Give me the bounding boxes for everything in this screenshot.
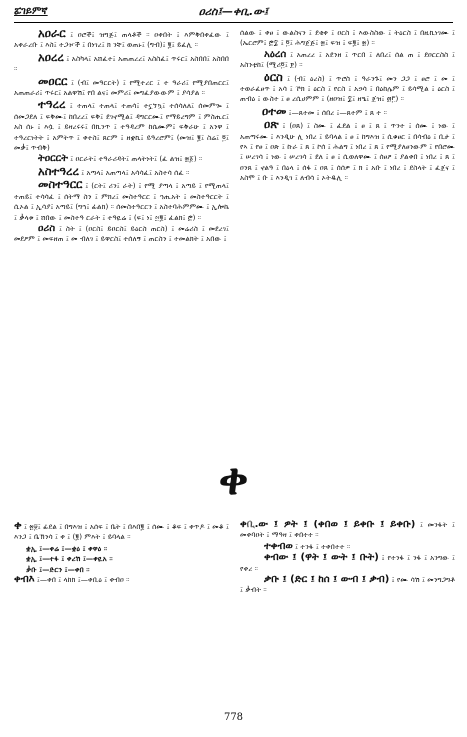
dictionary-entry bbox=[240, 553, 455, 574]
entry-definition: ፤ (ርት፤ ሪን፤ ራት) ፤ የሚ ያጣላ ፤ አጣይ ፤ የሚጠላ፤ ተጠይ፤ ተሳሳፈ ፤ ሰትማ ስን ፤ ምክረ፤ መስተዓርር ፤ ኀጢአት ፤ መስተዓርርት ፤ ሲኦል ፤ ኢሳያ፤ አጣይ፤ (ግኀ፤ ፊልክ) ። ሰመስተዓርርን ፤ አስተባሕምምሙ ፤ ኢሎኬ ፤ ቃላቱ ፤ ሸበው ፤ መስተዓ ርራት ፤ ተዓዪሬ ፤ (ፍ፤ ነ፤ ፵፪፤ ፈልክ፤ ፸) ። bbox=[14, 181, 229, 222]
header-running-title: ዐሪስ፤—ቀቢ.ው፤ bbox=[198, 5, 269, 18]
entry-definition: ፤ (ብ፤ ዕረስ) ፤ ጥሮስ ፤ ዓራንጉ፤ መን ጋጋ ፤ ፀሮ ፤ መ ፤ ተወራፈፀጥ ፤ አሳ ፤ ኾክ ፤ ዕርስ ፤ የርስ ፤ አኃሳ ፤ በዕከሌም ፤ ይሳሚል ፤ ዕርስ ፤ ጠብዕ ፤ ውስተ ፤ ፀ ረሲሀምም ፤ (ዘዐዝ፤ ፰፤ ዘዔ፤ ጀዝ፤ ፴፫) ። bbox=[240, 73, 455, 104]
dictionary-cross-reference: ቋኢ ፤—ቀሬ ፤—ቋዕ ፤ ቀዋዕ ። bbox=[26, 543, 108, 553]
column-bottom-right bbox=[240, 520, 455, 690]
column-top-right bbox=[240, 28, 455, 448]
dictionary-entry bbox=[240, 50, 455, 71]
entry-definition: ፤ ዐርራት፤ ተዓራሪዳት፤ ጠላትነት፤ (ፈ ልዝ፤ ፳፩) ። bbox=[67, 154, 203, 164]
page-header bbox=[14, 4, 453, 22]
dictionary-entry bbox=[14, 28, 229, 51]
entry-headword: ተዓረረ bbox=[38, 97, 66, 112]
entry-headword: አስተዓረረ bbox=[38, 163, 79, 178]
entry-headword: ተቀብወ bbox=[264, 540, 293, 552]
dictionary-entry bbox=[240, 575, 455, 596]
entry-definition: ፤ (ብ፤ መዓርርት) ፤ የሚተረር ፤ ተ ዓራሪ፤ የሚያበጠርር፤ አጠጠራሪ፤ ጥሩር፤ አልዋሽ፤ የበ ልና፤ መምሪ፤ መግፈያውውም ፤ ያሳያል ። bbox=[14, 77, 229, 98]
entry-definition: ፤ (ዐጸ) ፤ ስሙ ፤ ፈደል ፤ ፀ ፤ ጸ ፤ ጥንተ ፤ ሰሙ ፤ ነው ፤ አጠጣሩሙ ፤ እንዲሁ ሊ ነበረ ፤ ይባላል ፤ ፀ ፤ ከግእዝ ፤ ሲቁፀር ፤ በሳብዕ ፤ ቢታ ፤ የኣ ፤ የፀ ፤ ዐጽ ፤ ኩራ ፤ ጸ ፤ ኮሰ ፤ ሕልግ ፤ ነበረ ፤ ጸ ፤ የሚያለፀንውም ፤ የበሮሙ ፤ ሠረገሳ ፤ ነው ፤ ሠረገሳ ፤ ደለ ፤ ፀ ፤ ሲወለዋሙ ፤ ሰፀዖ ፤ ያልቀበ ፤ ነበረ ፤ ጸ ፤ ዐንጸ ፤ ኖልዓ ፤ በዕላ ፤ ሰፋ ፤ ዐጸ ፤ ሰሰዎ ፤ ክ ፤ አቡ ፤ ነበረ ፤ ደስላት ፤ ፈጀና ፤ አስሞ ፤ ቡ ፤ እንዲገ ፤ ለብሳ ፤ ኦትዱሊ ። bbox=[240, 121, 455, 183]
dictionary-entry bbox=[14, 99, 229, 153]
dictionary-cross-reference: ቃቡ ፤—ድርን ፤—ቀበ ። bbox=[26, 564, 90, 574]
entry-headword: ዐሪስ bbox=[38, 222, 56, 234]
entry-definition: ፤ አጣላ፤ አጠጣላ፤ አሳሳፈ፤ አስተሳ ሰፈ ። bbox=[78, 167, 190, 177]
dictionary-entry bbox=[14, 73, 229, 99]
entry-headword: ቀቢ.ው ፤ ዎት ፤ (ቀበወ ፤ ይቀቡ ፤ ይቀቡ) bbox=[240, 520, 416, 530]
entry-headword: አዐራር bbox=[38, 28, 66, 40]
dictionary-entry bbox=[14, 520, 229, 543]
header-rule bbox=[14, 22, 453, 23]
column-bottom-left bbox=[14, 520, 229, 690]
dictionary-entry bbox=[14, 179, 229, 223]
dictionary-entry bbox=[240, 520, 455, 541]
entry-definition: ሰልው ፤ ቀፀ ፤ ውልስናን ፤ ደቂቀ ፤ ዐርስ ፤ እውስስው ፤ ትዕርስ ፤ በዚኪነገሙ ፤ (ኤርሮም፤ ፸፰ ፤ ፬፤ ሕግጀጅ፤ ፳፤ ፍዝ ፤ ፍ፪፤ ፳) ። bbox=[240, 28, 455, 48]
entry-headword: መስተዓርር bbox=[38, 177, 83, 192]
entry-headword: ቃቡ ፤ (ድር ፤ ከሰ ፤ ውብ ፤ ቃብ) bbox=[264, 574, 390, 586]
entry-definition: ፤ የተንፋ ፤ ንፋ ፤ አንግው ፤ የቀረ ። bbox=[240, 553, 455, 573]
entry-definition: ፤ ዐሮች፤ ዝግጅ፤ ጠላቶች ። ዐቀበት ፤ እምቅበቀፈው ፤ አቀራረቡ ፤ እስ፤ ተጋዦች ፤ በነገረ፤ ክ ንቸ፤ ወጠኑ፤ (ግብ)፤ ፪፤ ይፈሊ ። bbox=[14, 30, 229, 50]
entry-definition: ፤—ጸተመ ፤ ሰበረ ፤—ጸተም ፤ ጸ ተ ። bbox=[286, 107, 387, 117]
dictionary-entry bbox=[240, 542, 455, 552]
entry-headword: ቀብው ፤ (ዋት ፤ ውት ፤ ቡት) bbox=[264, 552, 379, 564]
entry-definition: ፤—ቀበ ፤ ላከክ ፤—ቀቢዕ ፤ ቀብዐ ። bbox=[34, 575, 130, 585]
entry-headword: ትዐርርት bbox=[38, 153, 68, 165]
entry-definition: ፤ መንፋት ፤ መቀባዐት ፤ ማዓዛ ፤ ቀበተተ ። bbox=[240, 520, 455, 540]
page-number: 778 bbox=[223, 712, 244, 723]
dictionary-entry bbox=[14, 224, 229, 245]
dictionary-entry bbox=[240, 119, 455, 183]
dictionary-entry bbox=[240, 69, 455, 105]
entry-definition: ፤ ተጠላ፤ ተጠላ፤ ተጠሳ፤ ተኗኘኳ፤ ተሰሳለለ፤ ሰመምጐ ፤ ሰመጋደለ ፤ ፍቅሙ፤ ከበረረ፤ ፍቅ፤ ደገኖሚል፤ ዳግርርሙ፤ የማይረግም ፤ ምስጢር፤ አስ ሰኑ ፤ እሷ ፤ ይዛረሩሩ፤ በኪንጥ ፤ ተዓዳረም ከሴሙም፤ ፍቅራሁ ፤ አንዋ ፤ ተዓረርነትት ፤ አምትጥ ፤ ቀተስ፤ ጸርም ፤ ዘቋኪ፤ ይዓረሮም፤ (መዝ፤ ፪፤ ስሬ፤ ፬፤ መቃ፤ ጥብቅ) bbox=[14, 101, 229, 153]
entry-headword: አዐረረ bbox=[38, 49, 64, 64]
entry-definition: ፤ ስት ፤ (ዐርስ፤ ይዐርስ፤ ይዕርስ ጠርስ) ፤ መሬሪስ ፤ መደረገ፤ መደዖም ፤ መፍዘጠ ፤ መ ብለገ ፤ ይዋርስ፤ ተሰለኝ ፤ ጠርስን ፤ ተመልክት ፤ አበው ፤ bbox=[14, 223, 229, 244]
entry-headword: ቀብእ bbox=[14, 574, 35, 586]
dictionary-cross-reference: ቋኢ ፤—ተፋ ፤ ቀረሽ ፤—ቀዪአ ። bbox=[26, 554, 113, 564]
entry-headword: ዐተመ bbox=[262, 103, 287, 118]
entry-definition: ፤ ተንፋ ፤ ተቀበተተ ። bbox=[292, 541, 351, 551]
dictionary-entry bbox=[240, 28, 455, 49]
entry-definition: ፤ ፳፱፤ ፊደል ፤ በግእዝ ፤ አሰፍ ፤ ቤት ፤ በእበ፪ ፤ ሰሙ ፤ ቆፍ ፤ ቀጥዶ ፤ መቆ ፤ እንጋ ፤ ቤኽንሳ ፤ ቀ ፤ (፪) ምእት ፤ ይባላል ። bbox=[14, 522, 229, 542]
section-letter: ቀ bbox=[218, 454, 249, 505]
entry-definition: ፤ የሙ ሳሽ ፤ መንግጋግቶ ፤ ቃብት ። bbox=[240, 575, 455, 595]
entry-headword: ዕርስ bbox=[264, 69, 283, 84]
dictionary-entry bbox=[14, 575, 229, 585]
column-top-left bbox=[14, 28, 229, 448]
entry-definition: ፤ አስካላ፤ አሸፈተ፤ አጠጠረረ፤ አስስፈ፤ ጥሩር፤ አስበበ፤ አስበበ ። bbox=[14, 53, 229, 74]
header-left-title: ፚገይምኛ bbox=[14, 6, 48, 17]
entry-headword: ዐጽ bbox=[264, 117, 279, 132]
dictionary-entry bbox=[14, 49, 229, 75]
entry-headword: መዐርር bbox=[38, 73, 68, 88]
entry-headword: አዕረሰ bbox=[264, 48, 287, 60]
entry-definition: ፤ አጠረረ ፤ አደንዘ ፤ ጥርበ ፤ ለበረ፤ ሰል ጠ ፤ ደዐርርስስ ፤ አስንቲከ፤ (ሚሪ፬፤ ፻) ። bbox=[240, 49, 455, 70]
entry-headword: ቀ bbox=[14, 520, 22, 532]
